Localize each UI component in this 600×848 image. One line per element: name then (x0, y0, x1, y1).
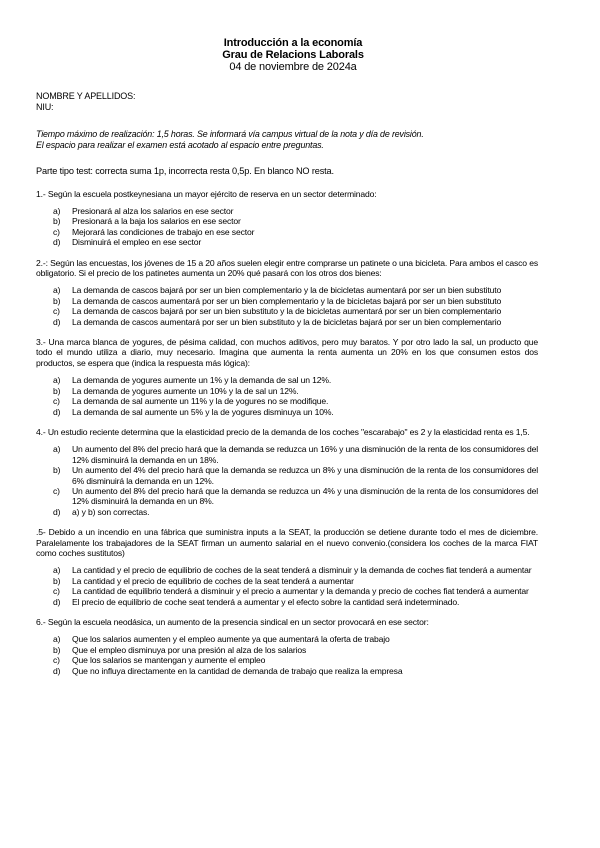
answer-option (53, 565, 538, 575)
option-text: Que los salarios se mantengan y aumente el empleo (72, 655, 266, 666)
answer-options (53, 375, 538, 417)
answer-option (53, 666, 538, 676)
option-letter: b) (53, 465, 61, 476)
exam-title: Introducción a la economía (223, 37, 363, 49)
option-text: Un aumento del 8% del precio hará que la demanda se reduzca un 16% y una disminución de la renta de los consumidores del 12% disminuirá la demanda en un 18%. (72, 444, 538, 465)
option-text: Mejorará las condiciones de trabajo en ese sector (72, 226, 255, 237)
answer-option (53, 586, 538, 596)
name-label: NOMBRE Y APELLIDOS: (36, 91, 136, 101)
answer-option (53, 317, 538, 327)
scoring-rules: Parte tipo test: correcta suma 1p, incorrecta resta 0,5p. En blanco NO resta. (36, 166, 334, 177)
option-letter: d) (53, 596, 61, 607)
option-text: Un aumento del 8% del precio hará que la demanda se reduzca un 4% y una disminución de la renta de los consumidores del 12% disminuirá la demanda en un 8%. (72, 485, 538, 507)
answer-option (53, 285, 538, 295)
option-text: La demanda de cascos aumentará por ser un bien substituto y la de bicicletas bajará por ser un bien complementario (72, 316, 502, 327)
option-text: La demanda de sal aumente un 5% y la de yogures disminuya un 10%. (72, 406, 334, 417)
option-text: Disminuirá el empleo en ese sector (72, 237, 202, 248)
option-text: La cantidad y el precio de equilibrio de coches de la seat tenderá a aumentar (72, 575, 354, 586)
niu-label: NIU: (36, 101, 54, 112)
option-letter: c) (53, 226, 60, 237)
answer-option (53, 576, 538, 586)
option-letter: a) (53, 565, 61, 576)
question-text: 3.- Una marca blanca de yogures, de pésima calidad, con muchos aditivos, pero muy baratos. Y por otro lado la sal, un producto que todo el mundo utiliza a diario, muy necesario. Imagina que aumenta la renta aumenta un 20% en los que consumen estos dos productos, se espera que (indica la respuesta más lógica): (36, 337, 538, 368)
exam-date: 04 de noviembre de 2024a (229, 61, 357, 73)
option-letter: d) (53, 665, 61, 676)
option-text: La demanda de cascos bajará por ser un bien substituto y la de bicicletas aumentará por ser un bien complementario (72, 306, 502, 317)
option-letter: c) (53, 655, 60, 666)
option-text: La cantidad de equilibrio tenderá a disminuir y el precio a aumentar y la demanda y precio de coches fiat tenderá a aumentar (72, 586, 529, 597)
question-text: 1.- Según la escuela postkeynesiana un mayor ejército de reserva en un sector determinado: (36, 188, 377, 199)
answer-option (53, 227, 538, 237)
option-text: a) y b) son correctas. (72, 506, 150, 517)
option-text: Que no influya directamente en la cantidad de demanda de trabajo que realiza la empresa (72, 665, 403, 676)
option-letter: c) (53, 586, 60, 597)
option-letter: a) (53, 285, 61, 296)
student-fields (36, 91, 538, 112)
question-6 (36, 617, 538, 676)
answer-option (53, 645, 538, 655)
option-letter: b) (53, 575, 61, 586)
option-text: Que el empleo disminuya por una presión al alza de los salarios (72, 644, 307, 655)
answer-option (53, 407, 538, 417)
option-letter: b) (53, 385, 61, 396)
answer-option (53, 507, 538, 517)
answer-options (53, 206, 538, 248)
question-text: 6.- Según la escuela neodásica, un aumento de la presencia sindical en un sector provocará en ese sector: (36, 617, 429, 627)
option-text: Presionará al alza los salarios en ese sector (72, 206, 234, 216)
option-letter: b) (53, 216, 61, 227)
answer-option (53, 386, 538, 396)
option-text: Presionará a la baja los salarios en ese sector (72, 216, 241, 227)
question-4 (36, 427, 538, 517)
answer-option (53, 444, 538, 465)
option-letter: a) (53, 206, 61, 216)
option-text: La cantidad y el precio de equilibrio de coches de la seat tenderá a disminuir y la demanda de coches fiat tenderá a aumentar (72, 565, 532, 576)
instructions (36, 129, 538, 150)
question-3 (36, 337, 538, 417)
option-letter: d) (53, 237, 61, 248)
exam-header (48, 37, 538, 73)
option-letter: b) (53, 644, 61, 655)
option-letter: c) (53, 485, 60, 496)
option-text: El precio de equilibrio de coche seat tenderá a aumentar y el efecto sobre la cantidad será indeterminado. (72, 596, 460, 607)
option-letter: a) (53, 444, 61, 455)
option-text: Que los salarios aumenten y el empleo aumente ya que aumentará la oferta de trabajo (72, 634, 390, 645)
option-letter: c) (53, 396, 60, 407)
option-text: La demanda de cascos bajará por ser un bien complementario y la de bicicletas aumentará por ser un bien substituto (72, 285, 502, 296)
question-1 (36, 189, 538, 248)
question-5 (36, 527, 538, 607)
exam-subtitle: Grau de Relacions Laborals (222, 49, 364, 61)
option-text: Un aumento del 4% del precio hará que la demanda se reduzca un 8% y una disminución de la renta de los consumidores del 6% disminuirá la demanda en un 12%. (72, 465, 538, 486)
answer-option (53, 396, 538, 406)
question-text: 2.-: Según las encuestas, los jóvenes de 15 a 20 años suelen elegir entre comprarse un patinete o una bicicleta. Para ambos el casco es obligatorio. Si el precio de los patinetes aumenta un 20% qué pasará con los otros dos bienes: (36, 257, 538, 279)
option-letter: d) (53, 506, 61, 517)
answer-option (53, 206, 538, 216)
question-2 (36, 258, 538, 327)
answer-option (53, 634, 538, 644)
option-letter: d) (53, 406, 61, 417)
option-text: La demanda de yogures aumente un 1% y la demanda de sal un 12%. (72, 375, 332, 386)
answer-option (53, 597, 538, 607)
answer-option (53, 237, 538, 247)
option-letter: a) (53, 634, 61, 645)
answer-option (53, 296, 538, 306)
answer-options (53, 634, 538, 676)
option-letter: c) (53, 306, 60, 317)
option-letter: a) (53, 375, 61, 386)
option-letter: d) (53, 316, 61, 327)
option-text: La demanda de cascos aumentará por ser un bien complementario y la de bicicletas bajará por ser un bien substituto (72, 295, 502, 306)
answer-options (53, 444, 538, 517)
answer-option (53, 216, 538, 226)
question-text: .5- Debido a un incendio en una fábrica que suministra inputs a la SEAT, la producción se detiene durante todo el mes de diciembre. Paralelamente los trabajadores de la SEAT firman un aumento salarial en el nuevo convenio.(considera los coches de la marca FIAT como coches sustitutos) (36, 527, 538, 558)
answer-option (53, 375, 538, 385)
answer-option (53, 655, 538, 665)
instruction-line: Tiempo máximo de realización: 1,5 horas. Se informará vía campus virtual de la nota y día de revisión. (36, 129, 424, 139)
answer-options (53, 565, 538, 607)
question-text: 4.- Un estudio reciente determina que la elasticidad precio de la demanda de los coches "escarabajo" es 2 y la elasticidad renta es 1,5. (36, 426, 530, 437)
option-letter: b) (53, 295, 61, 306)
answer-option (53, 486, 538, 507)
option-text: La demanda de yogures aumente un 10% y la de sal un 12%. (72, 385, 299, 396)
answer-option (53, 306, 538, 316)
answer-option (53, 465, 538, 486)
option-text: La demanda de sal aumente un 11% y la de yogures no se modifique. (72, 396, 329, 407)
instruction-line: El espacio para realizar el examen está acotado al espacio entre preguntas. (36, 139, 324, 150)
question-list (36, 189, 538, 676)
answer-options (53, 285, 538, 327)
